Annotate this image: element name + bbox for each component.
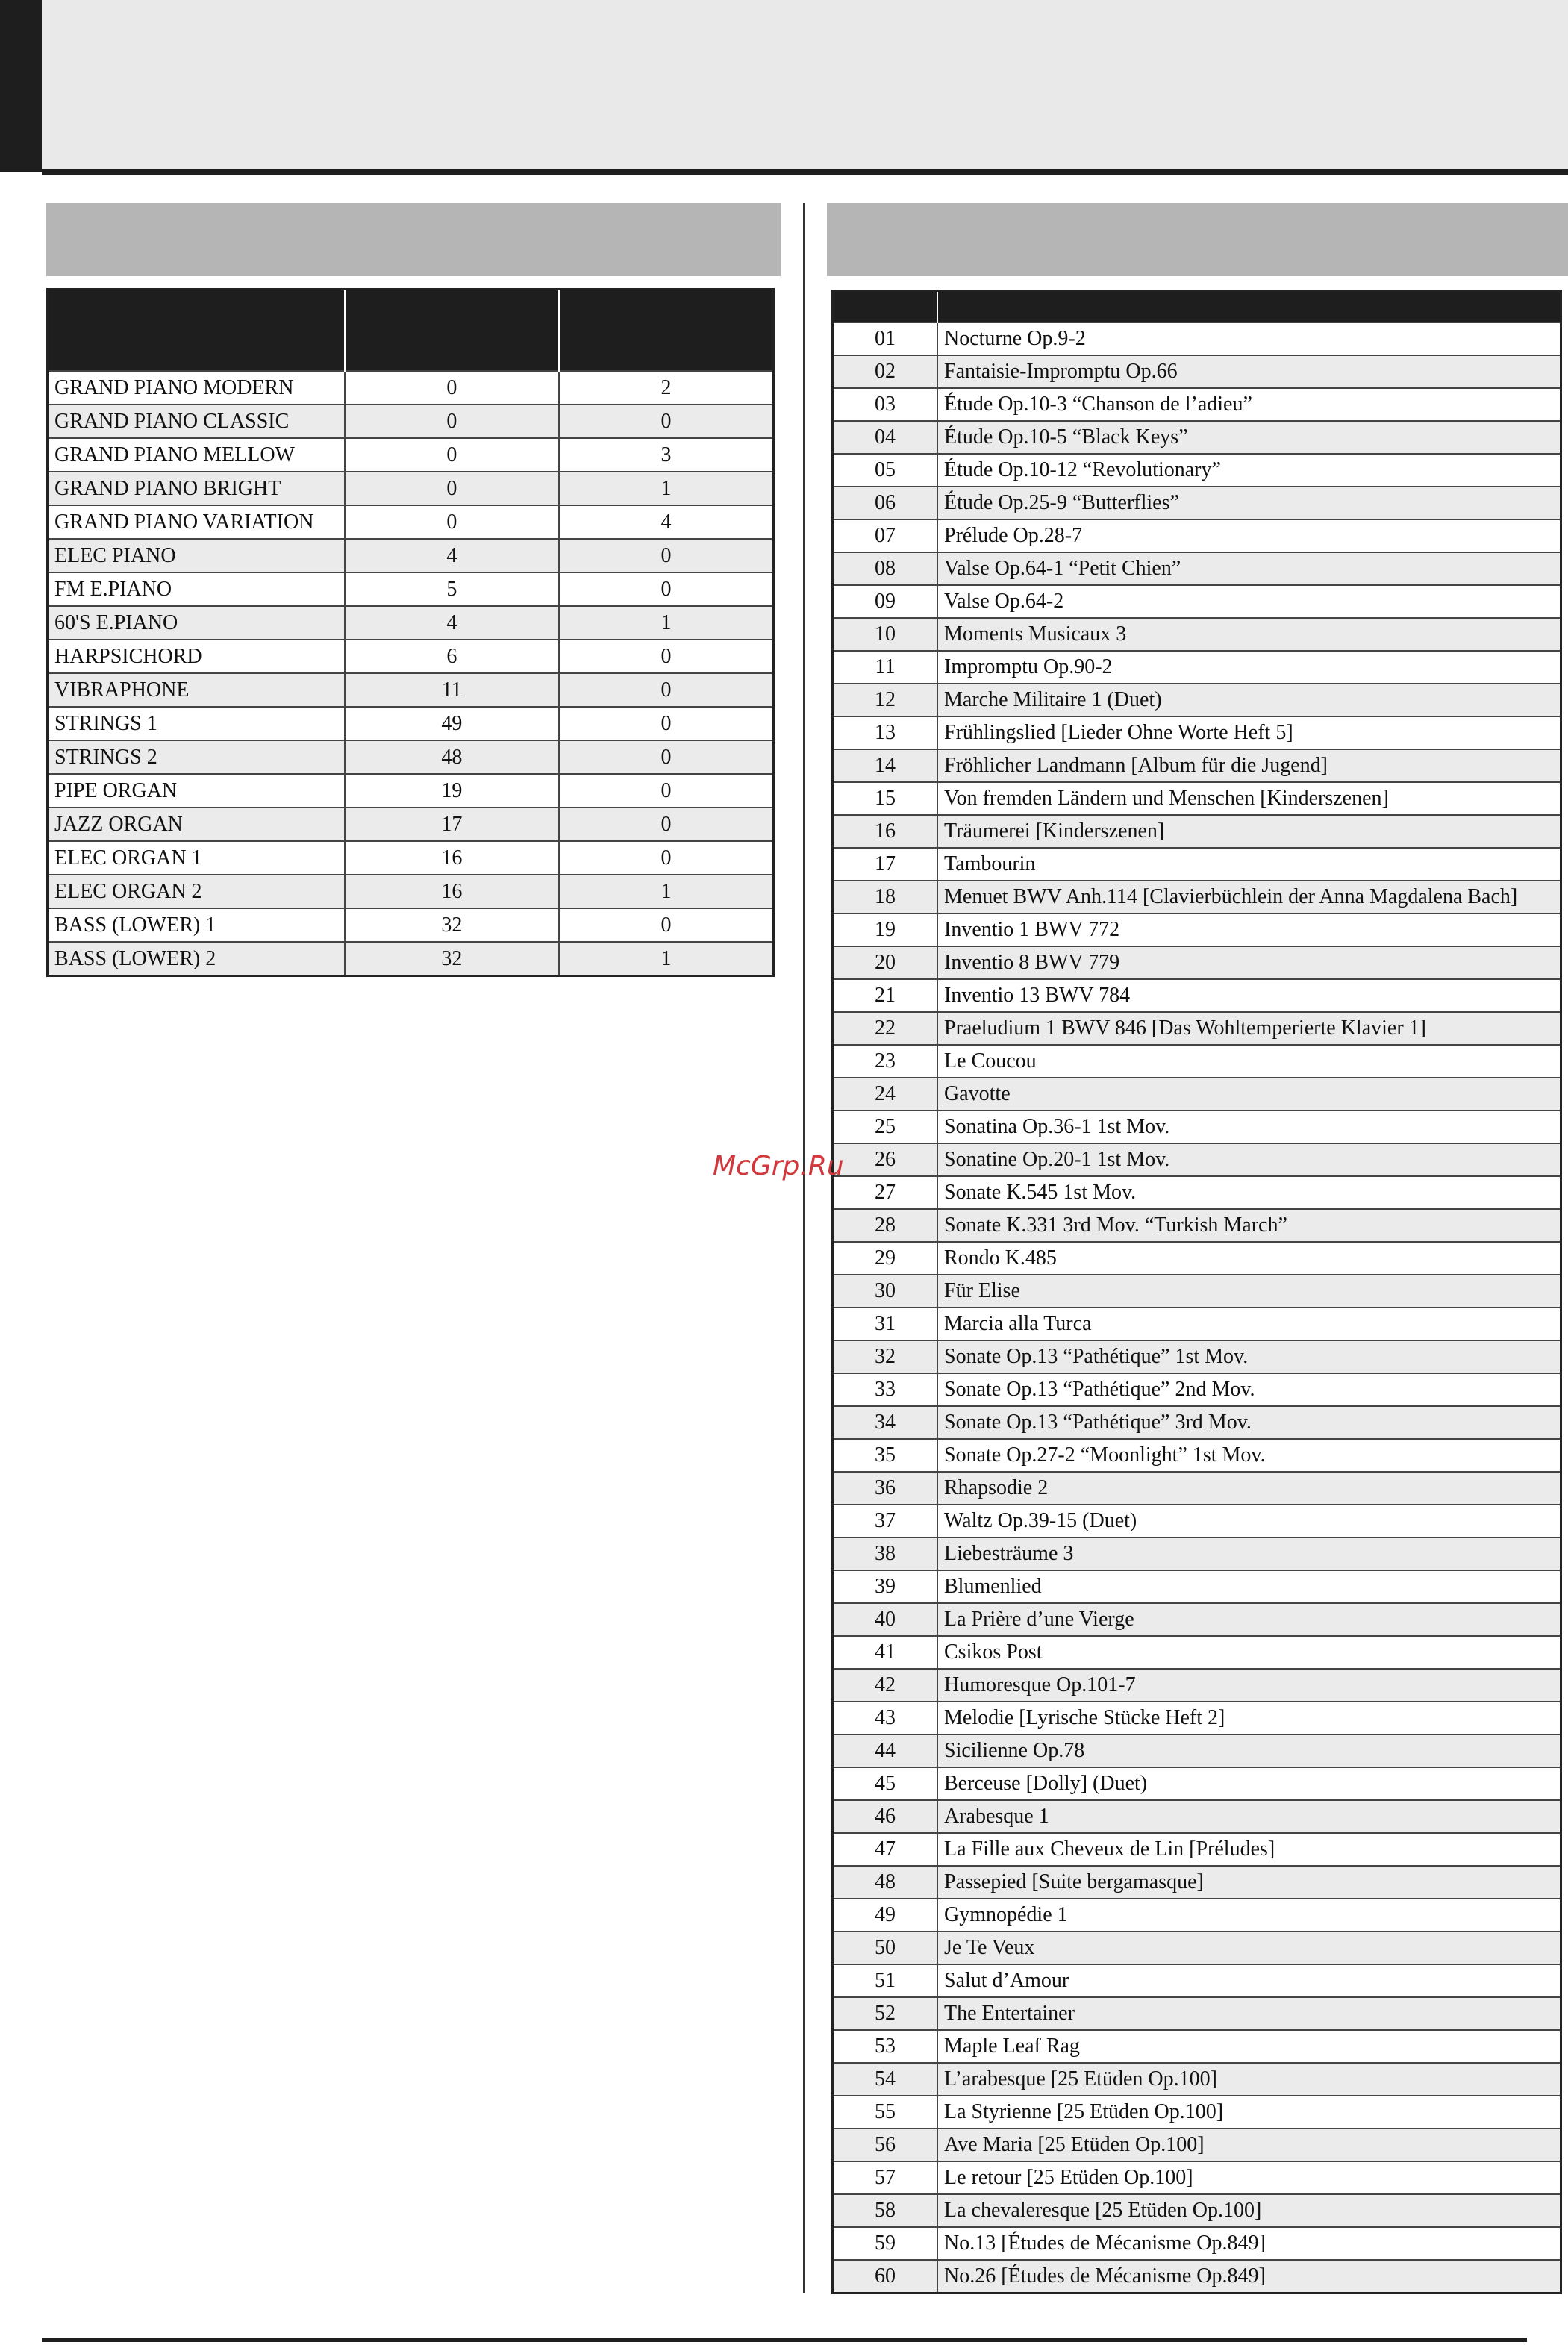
tone-value-a-cell: 6: [345, 640, 559, 673]
tone-value-a-cell: 0: [345, 405, 559, 438]
song-row: [833, 2129, 1561, 2161]
song-row: [833, 815, 1561, 848]
song-row: [833, 454, 1561, 487]
song-row: [833, 388, 1561, 421]
song-number-cell: 20: [833, 946, 938, 979]
song-number-cell: 10: [833, 618, 938, 651]
song-row: [833, 1570, 1561, 1603]
tone-name-cell: PIPE ORGAN: [48, 774, 345, 808]
tone-row: [48, 841, 774, 875]
song-row: [833, 552, 1561, 585]
tone-value-a-cell: 32: [345, 908, 559, 942]
song-table: [831, 290, 1562, 2294]
song-number-cell: 48: [833, 1866, 938, 1899]
song-row: [833, 2260, 1561, 2294]
song-title-cell: No.13 [Études de Mécanisme Op.849]: [937, 2227, 1561, 2260]
tone-value-a-cell: 16: [345, 875, 559, 908]
tone-value-a-cell: 0: [345, 472, 559, 505]
song-number-cell: 30: [833, 1275, 938, 1308]
song-title-cell: Melodie [Lyrische Stücke Heft 2]: [937, 1702, 1561, 1734]
tone-name-cell: STRINGS 1: [48, 707, 345, 740]
song-number-cell: 06: [833, 487, 938, 519]
song-title-cell: Passepied [Suite bergamasque]: [937, 1866, 1561, 1899]
song-number-cell: 04: [833, 421, 938, 454]
song-row: [833, 651, 1561, 684]
song-title-cell: Étude Op.10-12 “Revolutionary”: [937, 454, 1561, 487]
tone-row: [48, 673, 774, 707]
song-row: [833, 1833, 1561, 1866]
song-row: [833, 487, 1561, 519]
song-number-cell: 11: [833, 651, 938, 684]
tone-value-b-cell: 0: [559, 908, 774, 942]
song-number-cell: 59: [833, 2227, 938, 2260]
song-row: [833, 585, 1561, 618]
song-title-cell: Sonatina Op.36-1 1st Mov.: [937, 1111, 1561, 1143]
song-title-cell: Fantaisie-Impromptu Op.66: [937, 355, 1561, 388]
song-header-title: [937, 291, 1561, 323]
song-row: [833, 1899, 1561, 1932]
song-row: [833, 1603, 1561, 1636]
tone-name-cell: GRAND PIANO MODERN: [48, 371, 345, 405]
tone-row: [48, 438, 774, 472]
tone-name-cell: VIBRAPHONE: [48, 673, 345, 707]
tone-value-a-cell: 5: [345, 572, 559, 606]
song-number-cell: 37: [833, 1505, 938, 1537]
song-row: [833, 2063, 1561, 2096]
tone-value-b-cell: 1: [559, 472, 774, 505]
song-title-cell: La chevaleresque [25 Etüden Op.100]: [937, 2194, 1561, 2227]
song-title-cell: Marcia alla Turca: [937, 1308, 1561, 1340]
song-number-cell: 38: [833, 1537, 938, 1570]
tone-name-cell: ELEC ORGAN 1: [48, 841, 345, 875]
song-number-cell: 09: [833, 585, 938, 618]
song-table-header: [833, 291, 1561, 323]
song-row: [833, 1734, 1561, 1767]
song-title-cell: Liebesträume 3: [937, 1537, 1561, 1570]
song-number-cell: 34: [833, 1406, 938, 1439]
song-number-cell: 14: [833, 749, 938, 782]
song-row: [833, 1111, 1561, 1143]
song-row: [833, 979, 1561, 1012]
tone-value-b-cell: 0: [559, 572, 774, 606]
song-number-cell: 07: [833, 519, 938, 552]
song-title-cell: La Styrienne [25 Etüden Op.100]: [937, 2096, 1561, 2129]
tone-value-a-cell: 0: [345, 371, 559, 405]
song-title-cell: No.26 [Études de Mécanisme Op.849]: [937, 2260, 1561, 2294]
song-title-cell: Sonate Op.13 “Pathétique” 3rd Mov.: [937, 1406, 1561, 1439]
song-number-cell: 21: [833, 979, 938, 1012]
song-number-cell: 28: [833, 1209, 938, 1242]
song-row: [833, 1242, 1561, 1275]
song-number-cell: 13: [833, 716, 938, 749]
tone-name-cell: BASS (LOWER) 2: [48, 942, 345, 976]
song-number-cell: 17: [833, 848, 938, 881]
song-number-cell: 26: [833, 1143, 938, 1176]
tone-value-a-cell: 17: [345, 808, 559, 841]
song-row: [833, 1209, 1561, 1242]
song-row: [833, 881, 1561, 914]
tone-value-a-cell: 0: [345, 438, 559, 472]
song-title-cell: La Prière d’une Vierge: [937, 1603, 1561, 1636]
song-title-cell: Humoresque Op.101-7: [937, 1669, 1561, 1702]
tone-value-b-cell: 0: [559, 640, 774, 673]
tone-table: [46, 288, 775, 977]
song-row: [833, 1997, 1561, 2030]
song-title-cell: Waltz Op.39-15 (Duet): [937, 1505, 1561, 1537]
tone-row: [48, 640, 774, 673]
song-title-cell: Sonate Op.13 “Pathétique” 1st Mov.: [937, 1340, 1561, 1373]
page-header-band: [0, 0, 1568, 172]
song-row: [833, 1472, 1561, 1505]
tone-header-name: [48, 290, 345, 372]
tone-name-cell: GRAND PIANO BRIGHT: [48, 472, 345, 505]
tone-row: [48, 405, 774, 438]
song-number-cell: 16: [833, 815, 938, 848]
tone-value-b-cell: 1: [559, 606, 774, 640]
song-title-cell: Sonate K.545 1st Mov.: [937, 1176, 1561, 1209]
song-row: [833, 684, 1561, 716]
song-number-cell: 35: [833, 1439, 938, 1472]
song-row: [833, 1406, 1561, 1439]
watermark-text: McGrp.Ru: [713, 1151, 844, 1181]
song-row: [833, 2194, 1561, 2227]
tone-row: [48, 505, 774, 539]
tone-header-col-a: [345, 290, 559, 372]
song-number-cell: 49: [833, 1899, 938, 1932]
tone-row: [48, 707, 774, 740]
song-number-cell: 41: [833, 1636, 938, 1669]
song-title-cell: Valse Op.64-2: [937, 585, 1561, 618]
song-number-cell: 23: [833, 1045, 938, 1078]
tone-row: [48, 472, 774, 505]
song-number-cell: 12: [833, 684, 938, 716]
column-divider: [803, 203, 805, 2293]
tone-name-cell: STRINGS 2: [48, 740, 345, 774]
song-title-cell: Blumenlied: [937, 1570, 1561, 1603]
song-row: [833, 1932, 1561, 1964]
tone-name-cell: GRAND PIANO CLASSIC: [48, 405, 345, 438]
song-title-cell: La Fille aux Cheveux de Lin [Préludes]: [937, 1833, 1561, 1866]
song-title-cell: Csikos Post: [937, 1636, 1561, 1669]
song-title-cell: Menuet BWV Anh.114 [Clavierbüchlein der Anna Magdalena Bach]: [937, 881, 1561, 914]
song-row: [833, 355, 1561, 388]
song-number-cell: 55: [833, 2096, 938, 2129]
song-title-cell: Sonate Op.13 “Pathétique” 2nd Mov.: [937, 1373, 1561, 1406]
song-number-cell: 08: [833, 552, 938, 585]
tone-row: [48, 371, 774, 405]
song-title-cell: L’arabesque [25 Etüden Op.100]: [937, 2063, 1561, 2096]
song-row: [833, 749, 1561, 782]
song-title-cell: The Entertainer: [937, 1997, 1561, 2030]
song-row: [833, 1373, 1561, 1406]
tone-row: [48, 740, 774, 774]
tone-row: [48, 539, 774, 572]
song-row: [833, 1340, 1561, 1373]
song-row: [833, 1866, 1561, 1899]
tone-name-cell: GRAND PIANO VARIATION: [48, 505, 345, 539]
song-title-cell: Rhapsodie 2: [937, 1472, 1561, 1505]
song-title-cell: Valse Op.64-1 “Petit Chien”: [937, 552, 1561, 585]
song-title-cell: Inventio 1 BWV 772: [937, 914, 1561, 946]
song-title-cell: Le Coucou: [937, 1045, 1561, 1078]
song-number-cell: 43: [833, 1702, 938, 1734]
song-title-cell: Inventio 8 BWV 779: [937, 946, 1561, 979]
song-number-cell: 54: [833, 2063, 938, 2096]
tone-value-b-cell: 0: [559, 841, 774, 875]
tone-value-b-cell: 0: [559, 774, 774, 808]
song-number-cell: 27: [833, 1176, 938, 1209]
song-number-cell: 15: [833, 782, 938, 815]
song-row: [833, 1964, 1561, 1997]
song-number-cell: 58: [833, 2194, 938, 2227]
song-row: [833, 1636, 1561, 1669]
tone-value-b-cell: 0: [559, 539, 774, 572]
song-row: [833, 782, 1561, 815]
song-row: [833, 1800, 1561, 1833]
tone-value-b-cell: 0: [559, 707, 774, 740]
song-number-cell: 29: [833, 1242, 938, 1275]
tone-name-cell: FM E.PIANO: [48, 572, 345, 606]
song-title-cell: Für Elise: [937, 1275, 1561, 1308]
page-header-rule: [42, 169, 1568, 175]
tone-name-cell: JAZZ ORGAN: [48, 808, 345, 841]
tone-name-cell: 60'S E.PIANO: [48, 606, 345, 640]
song-title-cell: Le retour [25 Etüden Op.100]: [937, 2161, 1561, 2194]
song-number-cell: 31: [833, 1308, 938, 1340]
song-number-cell: 24: [833, 1078, 938, 1111]
tone-value-a-cell: 0: [345, 505, 559, 539]
tone-value-a-cell: 4: [345, 539, 559, 572]
song-title-cell: Sonatine Op.20-1 1st Mov.: [937, 1143, 1561, 1176]
song-header-no: [833, 291, 938, 323]
tone-section-heading-bar: [46, 203, 781, 276]
tone-value-a-cell: 16: [345, 841, 559, 875]
tone-value-a-cell: 19: [345, 774, 559, 808]
song-row: [833, 1505, 1561, 1537]
song-row: [833, 1669, 1561, 1702]
song-number-cell: 01: [833, 322, 938, 355]
song-title-cell: Fröhlicher Landmann [Album für die Jugend]: [937, 749, 1561, 782]
song-title-cell: Prélude Op.28-7: [937, 519, 1561, 552]
tone-value-a-cell: 4: [345, 606, 559, 640]
tone-value-b-cell: 4: [559, 505, 774, 539]
song-title-cell: Inventio 13 BWV 784: [937, 979, 1561, 1012]
song-row: [833, 2161, 1561, 2194]
tone-value-b-cell: 0: [559, 405, 774, 438]
song-number-cell: 46: [833, 1800, 938, 1833]
song-number-cell: 47: [833, 1833, 938, 1866]
tone-row: [48, 572, 774, 606]
song-title-cell: Ave Maria [25 Etüden Op.100]: [937, 2129, 1561, 2161]
song-number-cell: 44: [833, 1734, 938, 1767]
song-row: [833, 1702, 1561, 1734]
song-title-cell: Arabesque 1: [937, 1800, 1561, 1833]
tone-name-cell: BASS (LOWER) 1: [48, 908, 345, 942]
song-number-cell: 39: [833, 1570, 938, 1603]
song-number-cell: 36: [833, 1472, 938, 1505]
song-title-cell: Tambourin: [937, 848, 1561, 881]
song-row: [833, 1537, 1561, 1570]
song-number-cell: 33: [833, 1373, 938, 1406]
song-row: [833, 519, 1561, 552]
song-number-cell: 22: [833, 1012, 938, 1045]
song-row: [833, 716, 1561, 749]
tone-name-cell: HARPSICHORD: [48, 640, 345, 673]
tone-table-header: [48, 290, 774, 372]
song-row: [833, 1078, 1561, 1111]
song-row: [833, 1012, 1561, 1045]
tone-value-a-cell: 32: [345, 942, 559, 976]
tone-row: [48, 774, 774, 808]
tone-row: [48, 875, 774, 908]
song-section-heading-bar: [827, 203, 1568, 276]
song-row: [833, 1143, 1561, 1176]
song-number-cell: 42: [833, 1669, 938, 1702]
tone-value-b-cell: 1: [559, 875, 774, 908]
song-title-cell: Je Te Veux: [937, 1932, 1561, 1964]
song-title-cell: Salut d’Amour: [937, 1964, 1561, 1997]
song-title-cell: Frühlingslied [Lieder Ohne Worte Heft 5]: [937, 716, 1561, 749]
song-title-cell: Sonate K.331 3rd Mov. “Turkish March”: [937, 1209, 1561, 1242]
song-number-cell: 32: [833, 1340, 938, 1373]
song-number-cell: 45: [833, 1767, 938, 1800]
tone-row: [48, 908, 774, 942]
song-title-cell: Maple Leaf Rag: [937, 2030, 1561, 2063]
tone-value-b-cell: 0: [559, 808, 774, 841]
song-title-cell: Gymnopédie 1: [937, 1899, 1561, 1932]
tone-value-b-cell: 0: [559, 740, 774, 774]
song-title-cell: Sicilienne Op.78: [937, 1734, 1561, 1767]
song-title-cell: Gavotte: [937, 1078, 1561, 1111]
tone-value-b-cell: 1: [559, 942, 774, 976]
song-title-cell: Impromptu Op.90-2: [937, 651, 1561, 684]
tone-value-a-cell: 48: [345, 740, 559, 774]
song-row: [833, 322, 1561, 355]
song-number-cell: 51: [833, 1964, 938, 1997]
song-title-cell: Étude Op.10-5 “Black Keys”: [937, 421, 1561, 454]
song-number-cell: 60: [833, 2260, 938, 2294]
song-row: [833, 946, 1561, 979]
tone-name-cell: ELEC ORGAN 2: [48, 875, 345, 908]
song-title-cell: Rondo K.485: [937, 1242, 1561, 1275]
tone-name-cell: ELEC PIANO: [48, 539, 345, 572]
tone-value-b-cell: 3: [559, 438, 774, 472]
song-number-cell: 05: [833, 454, 938, 487]
song-title-cell: Träumerei [Kinderszenen]: [937, 815, 1561, 848]
tone-header-col-b: [559, 290, 774, 372]
tone-value-b-cell: 0: [559, 673, 774, 707]
song-row: [833, 848, 1561, 881]
song-title-cell: Marche Militaire 1 (Duet): [937, 684, 1561, 716]
song-title-cell: Berceuse [Dolly] (Duet): [937, 1767, 1561, 1800]
song-row: [833, 914, 1561, 946]
song-row: [833, 2227, 1561, 2260]
page-header-tab: [0, 0, 42, 172]
tone-value-a-cell: 11: [345, 673, 559, 707]
song-row: [833, 618, 1561, 651]
song-row: [833, 1767, 1561, 1800]
song-title-cell: Étude Op.25-9 “Butterflies”: [937, 487, 1561, 519]
song-title-cell: Nocturne Op.9-2: [937, 322, 1561, 355]
song-title-cell: Moments Musicaux 3: [937, 618, 1561, 651]
song-row: [833, 1045, 1561, 1078]
song-number-cell: 52: [833, 1997, 938, 2030]
song-title-cell: Étude Op.10-3 “Chanson de l’adieu”: [937, 388, 1561, 421]
tone-row: [48, 942, 774, 976]
song-number-cell: 02: [833, 355, 938, 388]
tone-row: [48, 808, 774, 841]
song-number-cell: 50: [833, 1932, 938, 1964]
song-title-cell: Sonate Op.27-2 “Moonlight” 1st Mov.: [937, 1439, 1561, 1472]
song-number-cell: 18: [833, 881, 938, 914]
song-row: [833, 2096, 1561, 2129]
song-title-cell: Praeludium 1 BWV 846 [Das Wohltemperierte Klavier 1]: [937, 1012, 1561, 1045]
song-number-cell: 03: [833, 388, 938, 421]
song-row: [833, 1308, 1561, 1340]
tone-name-cell: GRAND PIANO MELLOW: [48, 438, 345, 472]
song-number-cell: 25: [833, 1111, 938, 1143]
song-row: [833, 1275, 1561, 1308]
song-number-cell: 40: [833, 1603, 938, 1636]
tone-value-a-cell: 49: [345, 707, 559, 740]
song-number-cell: 56: [833, 2129, 938, 2161]
song-title-cell: Von fremden Ländern und Menschen [Kinderszenen]: [937, 782, 1561, 815]
song-number-cell: 57: [833, 2161, 938, 2194]
song-number-cell: 19: [833, 914, 938, 946]
song-row: [833, 2030, 1561, 2063]
tone-row: [48, 606, 774, 640]
song-row: [833, 421, 1561, 454]
song-row: [833, 1439, 1561, 1472]
song-number-cell: 53: [833, 2030, 938, 2063]
page-footer-rule: [42, 2338, 1527, 2342]
tone-value-b-cell: 2: [559, 371, 774, 405]
song-row: [833, 1176, 1561, 1209]
